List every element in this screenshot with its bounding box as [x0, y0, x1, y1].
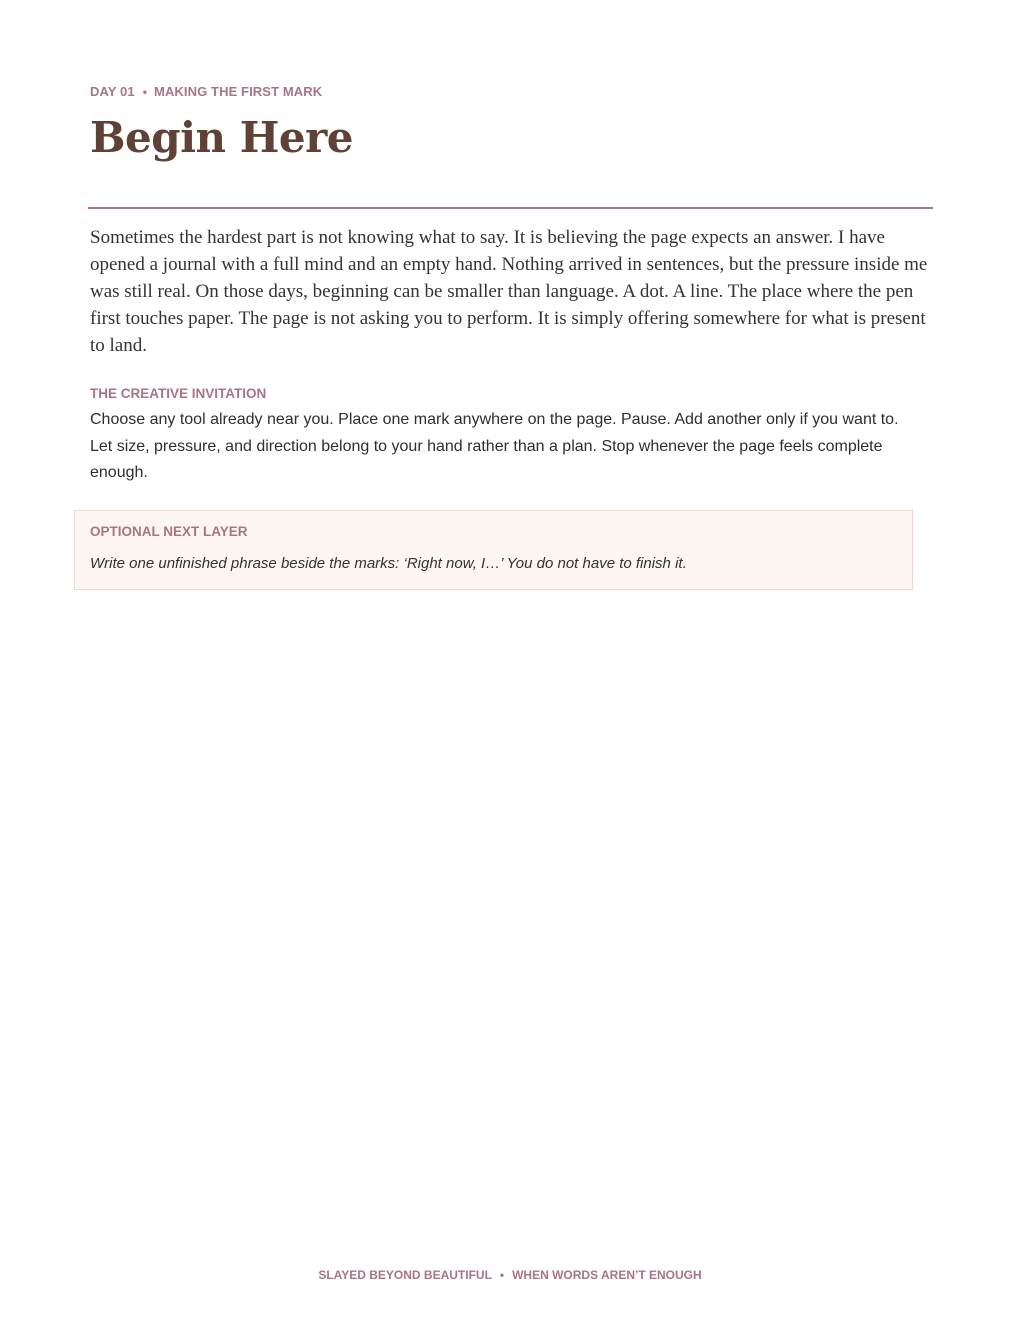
callout-heading: OPTIONAL NEXT LAYER: [90, 524, 248, 539]
day-label: DAY 01: [90, 84, 135, 99]
footer-brand: SLAYED BEYOND BEAUTIFUL: [318, 1268, 492, 1282]
callout-text: Write one unfinished phrase beside the marks: ‘Right now, I…’ You do not have to finish it.: [90, 555, 687, 572]
footer-separator: •: [499, 1268, 505, 1282]
page-footer: [0, 1268, 1020, 1282]
optional-layer-callout: [74, 510, 913, 590]
invitation-heading: THE CREATIVE INVITATION: [90, 386, 267, 401]
eyebrow-separator: •: [142, 85, 148, 99]
invitation-paragraph: Choose any tool already near you. Place one mark anywhere on the page. Pause. Add another only if you want to. Let size, pressure, and direction belong to your hand rather than a plan. Stop whenever the page feels complete enough.: [90, 411, 899, 481]
intro-paragraph: Sometimes the hardest part is not knowing what to say. It is believing the page expects an answer. I have opened a journal with a full mind and an empty hand. Nothing arrived in sentences, but the pressure inside me was still real. On those days, beginning can be smaller than language. A dot. A line. The place where the pen first touches paper. The page is not asking you to perform. It is simply offering somewhere for what is present to land.: [90, 227, 928, 356]
topic-label: MAKING THE FIRST MARK: [154, 84, 323, 99]
title-divider: [88, 207, 933, 209]
footer-tagline: WHEN WORDS AREN’T ENOUGH: [512, 1268, 702, 1282]
page-title: Begin Here: [90, 113, 353, 162]
day-eyebrow: [90, 84, 322, 99]
